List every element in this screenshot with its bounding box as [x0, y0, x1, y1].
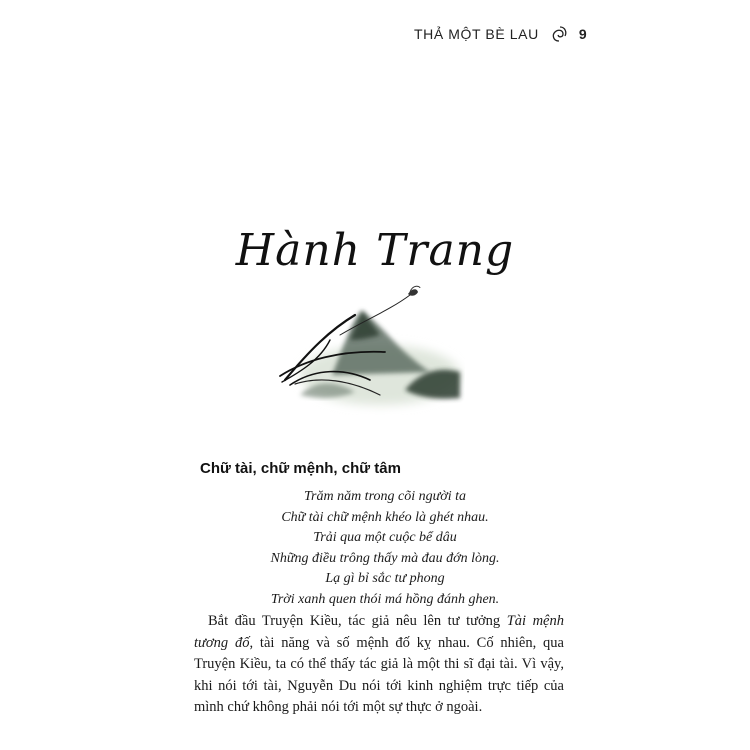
poem	[200, 487, 570, 610]
paragraph-text: , tài năng và số mệnh đố kỵ nhau. Cố nhiên, qua Truyện Kiều, ta có thể thấy tác giả là một thi sĩ đại tài. Vì vậy, khi nói tới tài, Nguyễn Du nói tới kinh nghiệm trực tiếp của mình chứ không phải nói tới một sự thực ở ngoài.	[194, 634, 564, 715]
poem-line: Chữ tài chữ mệnh khéo là ghét nhau.	[281, 509, 489, 525]
section-heading: Chữ tài, chữ mệnh, chữ tâm	[200, 460, 401, 477]
poem-line: Lạ gì bỉ sắc tư phong	[325, 571, 445, 586]
poem-line: Những điều trông thấy mà đau đớn lòng.	[270, 550, 500, 566]
emphasis-text: Tài mệnh tương đố	[194, 613, 564, 651]
poem-line: Trăm năm trong cõi người ta	[304, 489, 466, 504]
paragraph-text: Bắt đầu Truyện Kiều, tác giả nêu lên tư tưởng	[208, 613, 507, 629]
poem-line: Trời xanh quen thói má hồng đánh ghen.	[270, 591, 500, 607]
ink-wash-mountain-orchid-icon	[270, 280, 465, 415]
poem-line: Trải qua một cuộc bể dâu	[313, 530, 457, 545]
running-header	[414, 24, 587, 44]
body-paragraph	[194, 611, 564, 719]
chapter-title: Hành Trang	[235, 225, 515, 277]
swirl-ornament-icon	[549, 24, 569, 44]
running-title: THẢ MỘT BÈ LAU	[414, 26, 539, 42]
page-number: 9	[578, 26, 587, 42]
